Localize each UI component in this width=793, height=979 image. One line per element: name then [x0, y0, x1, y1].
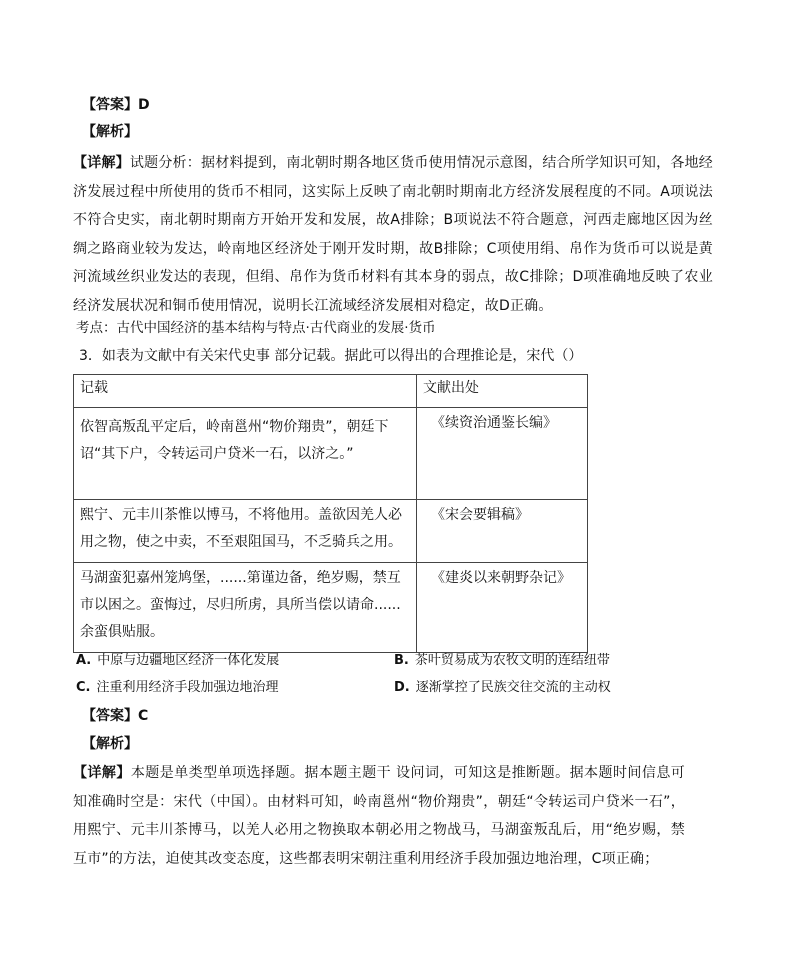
option-c-label: C.: [76, 680, 91, 695]
table-header-row: [74, 375, 588, 408]
option-b: [394, 651, 610, 671]
q3-detail-paragraph: [73, 759, 685, 873]
q2-analysis-label: 【解析】: [82, 124, 138, 140]
option-a-text: 中原与边疆地区经济一体化发展: [97, 653, 280, 668]
q2-answer-value: D: [138, 97, 150, 113]
table-row: [74, 500, 588, 563]
table-row: [74, 408, 588, 500]
table-cell-source: 《续资治通鉴长编》: [417, 408, 588, 500]
option-d-text: 逐渐掌控了民族交往交流的主动权: [415, 680, 611, 695]
q2-answer-label: 【答案】: [82, 97, 138, 113]
q2-detail-paragraph: [73, 149, 713, 320]
table-header-source: 文献出处: [417, 375, 588, 408]
q2-answer: [82, 95, 150, 115]
q3-records-table: [73, 374, 588, 653]
table-cell-record: 熙宁、元丰川茶惟以博马，不将他用。盖欲因羌人必用之物，使之中卖，不至艰阻国马，不乏骑兵之用。: [74, 500, 417, 563]
option-d-label: D.: [394, 680, 410, 695]
q2-detail-label: 【详解】: [73, 155, 130, 171]
option-c-text: 注重利用经济手段加强边地治理: [96, 680, 279, 695]
q2-kaodian: 考点：古代中国经济的基本结构与特点·古代商业的发展·货币: [76, 320, 436, 336]
option-a: [76, 651, 279, 671]
q3-detail-label: 【详解】: [73, 765, 131, 781]
option-d: [394, 678, 611, 698]
table-cell-record: 马湖蛮犯嘉州笼鸠堡，......第谨边备，绝岁赐，禁互市以困之。蛮悔过，尽归所虏，具所当偿以请命......余蛮俱贴服。: [74, 563, 417, 653]
table-cell-source: 《建炎以来朝野杂记》: [417, 563, 588, 653]
q3-answer-value: C: [138, 708, 149, 724]
option-b-text: 茶叶贸易成为农牧文明的连结纽带: [414, 653, 610, 668]
q3-answer-label: 【答案】: [82, 708, 138, 724]
option-a-label: A.: [76, 653, 92, 668]
table-cell-source: 《宋会要辑稿》: [417, 500, 588, 563]
q3-analysis-label: 【解析】: [82, 736, 138, 752]
table-header-record: 记载: [74, 375, 417, 408]
q3-detail-text: 本题是单类型单项选择题。据本题主题干 设问词，可知这是推断题。据本题时间信息可知准确时空是：宋代（中国）。由材料可知，岭南邕州“物价翔贵”，朝廷“令转运司户贷米一石”，用熙宁、元丰川茶博马，以羌人必用之物换取本朝必用之物战马，马湖蛮叛乱后，用“绝岁赐，禁互市”的方法，迫使其改变态度，这些都表明宋朝注重利用经济手段加强边地治理，C项正确；: [73, 765, 685, 867]
option-c: [76, 678, 279, 698]
table-row: [74, 563, 588, 653]
table-cell-record: 依智高叛乱平定后，岭南邕州“物价翔贵”，朝廷下诏“其下户，令转运司户贷米一石，以济之。”: [74, 408, 417, 500]
q3-stem: 3．如表为文献中有关宋代史事 部分记载。据此可以得出的合理推论是，宋代（）: [79, 348, 583, 364]
option-b-label: B.: [394, 653, 409, 668]
q3-answer: [82, 706, 148, 726]
q2-detail-text: 试题分析：据材料提到，南北朝时期各地区货币使用情况示意图，结合所学知识可知，各地经济发展过程中所使用的货币不相同，这实际上反映了南北朝时期南北方经济发展程度的不同。A项说法不符合史实，南北朝时期南方开始开发和发展，故A排除；B项说法不符合题意，河西走廊地区因为丝绸之路商业较为发达，岭南地区经济处于刚开发时期，故B排除；C项使用绢、帛作为货币可以说是黄河流域丝织业发达的表现，但绢、帛作为货币材料有其本身的弱点，故C排除；D项准确地反映了农业经济发展状况和铜币使用情况，说明长江流域经济发展相对稳定，故D正确。: [73, 155, 713, 314]
